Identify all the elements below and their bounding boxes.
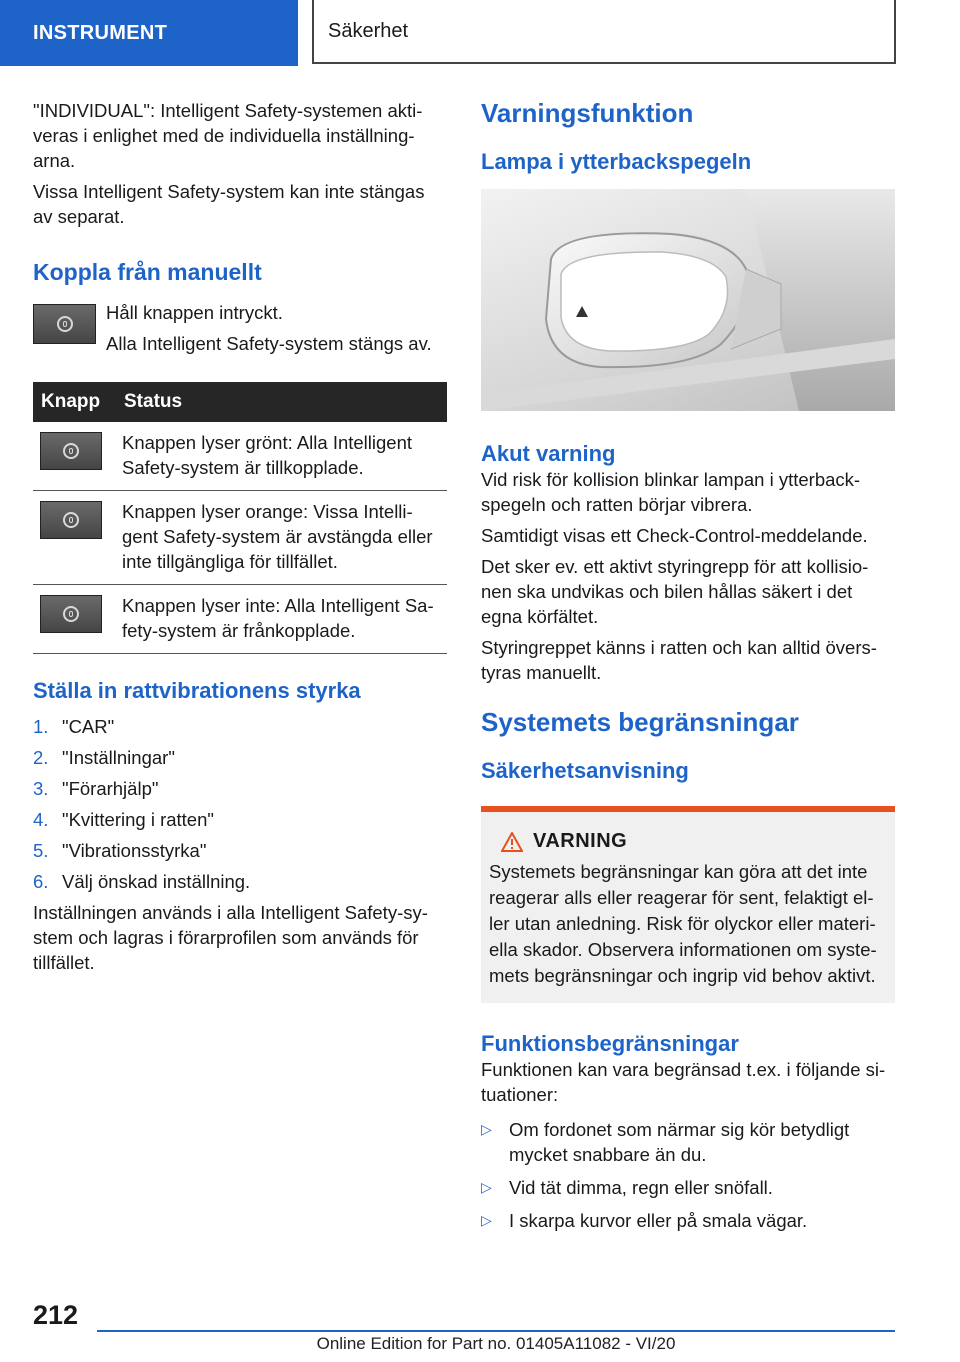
triangle-bullet-icon: ▷	[481, 1212, 492, 1228]
acute-warning-heading: Akut varning	[481, 441, 616, 466]
triangle-bullet-icon: ▷	[481, 1179, 492, 1195]
left-column	[33, 98, 447, 981]
page-number: 212	[33, 1300, 79, 1330]
warning-triangle-icon	[501, 832, 523, 852]
header-section-tab	[0, 0, 298, 66]
manual-heading: Koppla från manuellt	[33, 259, 262, 285]
safety-button-off-icon	[40, 595, 102, 633]
footer-divider	[97, 1330, 895, 1332]
status-table	[33, 382, 447, 654]
table-cell-status: Knappen lyser orange: Vissa Intelli-gent Safety-system är avstängda eller inte tillgängliga för tillfället.	[116, 491, 447, 585]
vibration-heading: Ställa in rattvibrationens styrka	[33, 678, 361, 703]
table-cell-status: Knappen lyser inte: Alla Intelligent Sa-fety-system är frånkopplade.	[116, 585, 447, 654]
warning-box	[481, 806, 895, 1003]
header-section-label: INSTRUMENT	[33, 21, 168, 44]
safety-button-icon	[33, 304, 96, 344]
vibration-steps	[33, 714, 447, 894]
table-row	[33, 585, 447, 654]
table-header-knapp: Knapp	[33, 382, 116, 422]
list-item: 5. "Vibrationsstyrka"	[33, 840, 207, 861]
table-cell-status: Knappen lyser grönt: Alla Intelligent Safety-system är tillkopplade.	[116, 422, 447, 491]
list-item: 1. "CAR"	[33, 716, 115, 737]
safety-button-green-icon	[40, 432, 102, 470]
intro-paragraph-1: "INDIVIDUAL": Intelligent Safety-systemen akti-veras i enlighet med de individuella inställning-arna.	[33, 100, 423, 171]
safety-button-orange-icon	[40, 501, 102, 539]
table-row	[33, 491, 447, 585]
table-row	[33, 422, 447, 491]
right-column	[481, 98, 895, 1241]
list-item: 2. "Inställningar"	[33, 747, 175, 768]
intro-paragraph-2: Vissa Intelligent Safety-system kan inte stängas av separat.	[33, 181, 425, 227]
safety-notice-heading: Säkerhetsanvisning	[481, 758, 689, 783]
mirror-illustration	[481, 189, 895, 411]
side-mirror-icon	[481, 189, 895, 411]
header-chapter-tab	[312, 0, 896, 64]
function-limits-list	[481, 1117, 895, 1233]
system-limits-heading: Systemets begränsningar	[481, 707, 799, 737]
function-limits-paragraph: Funktionen kan vara begränsad t.ex. i följande si-tuationer:	[481, 1059, 886, 1105]
warning-label: VARNING	[533, 830, 628, 852]
table-header-status: Status	[116, 382, 447, 422]
footer-edition-link[interactable]: Online Edition for Part no. 01405A11082 - VI/20	[316, 1334, 676, 1353]
mirror-lamp-heading: Lampa i ytterbackspegeln	[481, 149, 752, 174]
list-item: ▷ Vid tät dimma, regn eller snöfall.	[481, 1177, 773, 1198]
manual-line-1: Håll knappen intryckt.	[106, 302, 283, 323]
list-item: 4. "Kvittering i ratten"	[33, 809, 214, 830]
list-item: ▷ I skarpa kurvor eller på smala vägar.	[481, 1210, 808, 1231]
function-limits-heading: Funktionsbegränsningar	[481, 1031, 739, 1056]
list-item: 6. Välj önskad inställning.	[33, 871, 251, 892]
manual-line-2: Alla Intelligent Safety-system stängs av.	[106, 333, 432, 354]
header-chapter-label: Säkerhet	[328, 19, 409, 42]
vibration-note: Inställningen används i alla Intelligent Safety-sy-stem och lagras i förarprofilen som används för tillfället.	[33, 902, 428, 973]
warning-function-heading: Varningsfunktion	[481, 98, 694, 128]
list-item: 3. "Förarhjälp"	[33, 778, 159, 799]
manual-instruction	[33, 300, 447, 362]
status-table-header	[33, 382, 447, 422]
warning-text: Systemets begränsningar kan göra att det inte reagerar alls eller reagerar för sent, felaktigt el-ler utan anledning. Risk för olyckor eller materi-ella skador. Observera informationen om syste-mets begränsningar och ingrip vid behov aktivt.	[489, 861, 877, 986]
acute-paragraph-3: Det sker ev. ett aktivt styringrepp för att kollisio-nen ska undvikas och bilen hållas säkert i det egna körfältet.	[481, 556, 869, 627]
acute-paragraph-4: Styringreppet känns i ratten och kan alltid övers-tyras manuellt.	[481, 637, 877, 683]
list-item: ▷ Om fordonet som närmar sig kör betydligt mycket snabbare än du.	[481, 1119, 850, 1165]
acute-paragraph-1: Vid risk för kollision blinkar lampan i ytterback-spegeln och ratten börjar vibrera.	[481, 469, 861, 515]
triangle-bullet-icon: ▷	[481, 1121, 492, 1137]
acute-paragraph-2: Samtidigt visas ett Check-Control-meddelande.	[481, 525, 868, 546]
